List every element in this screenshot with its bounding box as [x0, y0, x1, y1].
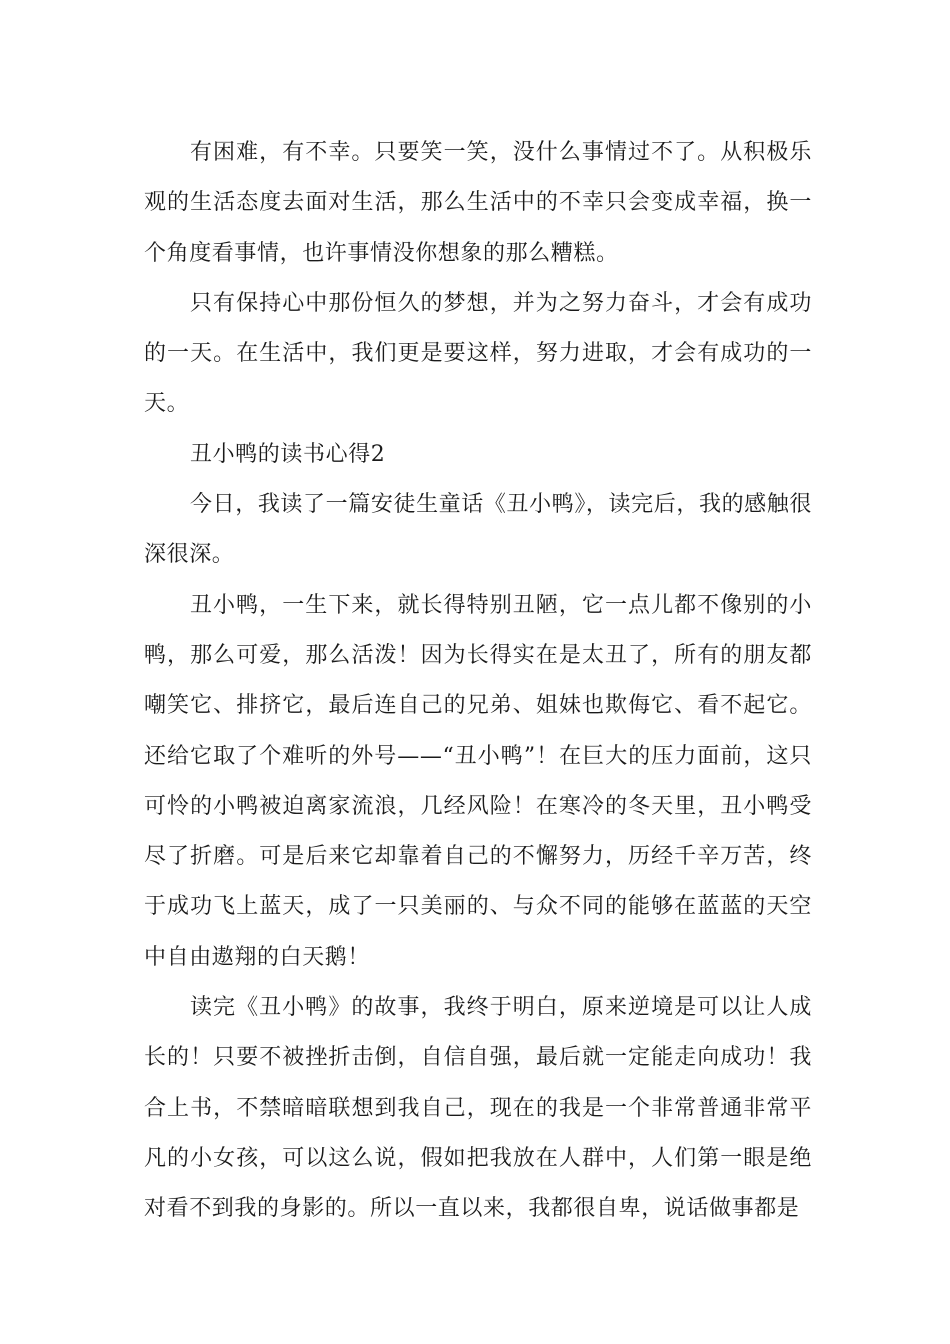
section-heading: 丑小鸭的读书心得2 — [190, 441, 386, 467]
paragraph-continuation: 有困难，有不幸。只要笑一笑，没什么事情过不了。从积极乐观的生活态度去面对生活，那么生活中的不幸只会变成幸福，换一个角度看事情，也许事情没你想象的那么糟糕。 — [144, 140, 812, 266]
paragraph-intro: 今日，我读了一篇安徒生童话《丑小鸭》，读完后，我的感触很深很深。 — [144, 492, 812, 568]
paragraph-story: 丑小鸭，一生下来，就长得特别丑陋，它一点儿都不像别的小鸭，那么可爱，那么活泼！因为长得实在是太丑了，所有的朋友都嘲笑它、排挤它，最后连自己的兄弟、姐妹也欺侮它、看不起它。还给它取了个难听的外号——“丑小鸭”！在巨大的压力面前，这只可怜的小鸭被迫离家流浪，几经风险！在寒冷的冬天里，丑小鸭受尽了折磨。可是后来它却靠着自己的不懈努力，历经千辛万苦，终于成功飞上蓝天，成了一只美丽的、与众不同的能够在蓝蓝的天空中自由遨翔的白天鹅！ — [144, 592, 812, 970]
paragraph-reflection: 读完《丑小鸭》的故事，我终于明白，原来逆境是可以让人成长的！只要不被挫折击倒，自信自强，最后就一定能走向成功！我合上书，不禁暗暗联想到我自己，现在的我是一个非常普通非常平凡的小女孩，可以这么说，假如把我放在人群中，人们第一眼是绝对看不到我的身影的。所以一直以来，我都很自卑，说话做事都是 — [144, 995, 812, 1222]
document-body — [144, 128, 812, 1235]
paragraph-dream: 只有保持心中那份恒久的梦想，并为之努力奋斗，才会有成功的一天。在生活中，我们更是要这样，努力进取，才会有成功的一天。 — [144, 290, 812, 417]
